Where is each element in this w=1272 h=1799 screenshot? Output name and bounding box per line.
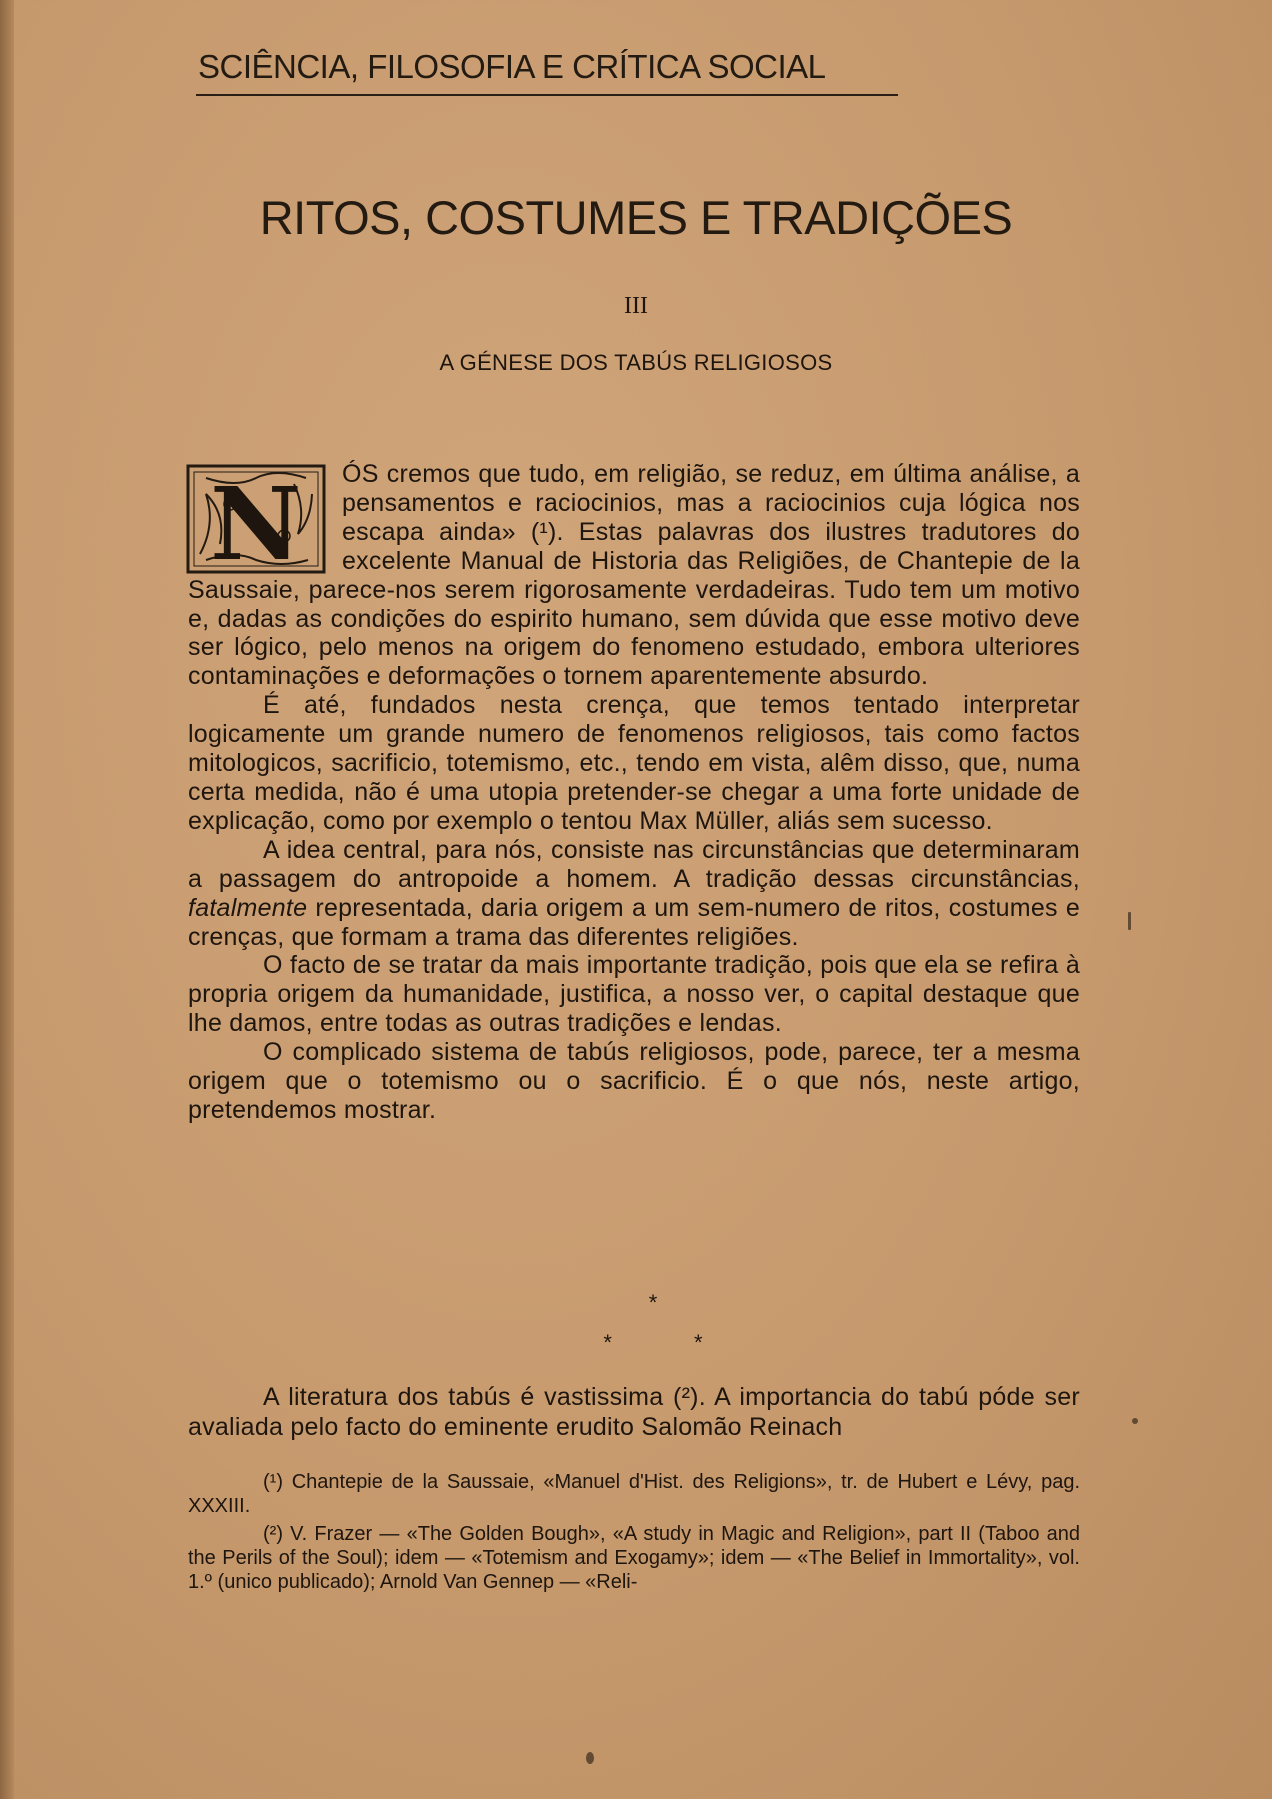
paragraph-1 xyxy=(188,460,1080,691)
page-binding-edge xyxy=(0,0,14,1799)
section-break-asterisk-top: * xyxy=(648,1290,696,1315)
paper-speck xyxy=(586,1752,594,1764)
italic-emphasis: fatalmente xyxy=(188,893,308,922)
paragraph-4: O facto de se tratar da mais importante tradição, pois que ela se refira à propria origem da humanidade, justifica, a nosso ver, o capital destaque que lhe damos, entre todas as outras tradições e lendas. xyxy=(188,951,1080,1038)
paper-speck xyxy=(1128,912,1131,930)
paragraph-3-end: representada, daria origem a um sem-numero de ritos, costumes e crenças, que formam a trama das diferentes religiões. xyxy=(188,893,1080,951)
running-header: SCIÊNCIA, FILOSOFIA E CRÍTICA SOCIAL xyxy=(198,48,826,85)
section-break-asterisks-bottom: * * xyxy=(603,1330,741,1355)
paragraph-3 xyxy=(188,836,1080,952)
paragraph-1-text: ÓS cremos que tudo, em religião, se reduz, em última análise, a pensamentos e raciocinios, mas a raciocinios cuja lógica nos escapa ainda» (¹). Estas palavras dos ilustres tradutores do excelente Manual de Historia das Religiões, de Chantepie de la Saussaie, parece-nos serem rigorosamente verdadeiras. Tudo tem um motivo e, dadas as condições do espirito humano, sem dúvida que esse motivo deve ser lógico, pelo menos na origem do fenomeno estudado, embora ulteriores contaminações e deformações o tornem aparentemente absurdo. xyxy=(188,460,1080,691)
section-subtitle: A GÉNESE DOS TABÚS RELIGIOSOS xyxy=(439,350,833,375)
paragraph-2: É até, fundados nesta crença, que temos tentado interpretar logicamente um grande numero de fenomenos religiosos, tais como factos mitologicos, sacrificio, totemismo, etc., tendo em vista, alêm disso, que, numa certa medida, não é uma utopia pretender-se chegar a uma forte unidade de explicação, como por exemplo o tentou Max Müller, aliás sem sucesso. xyxy=(188,691,1080,835)
literature-paragraph: A literatura dos tabús é vastissima (²). A importancia do tabú póde ser avaliada pelo facto do eminente erudito Salomão Reinach xyxy=(188,1383,1080,1441)
literature-paragraph-block xyxy=(188,1382,1080,1442)
paragraph-5: O complicado sistema de tabús religiosos, pode, parece, ter a mesma origem que o totemismo ou o sacrificio. É o que nós, neste artigo, pretendemos mostrar. xyxy=(188,1038,1080,1124)
article-body xyxy=(188,460,1080,1125)
decorated-initial-n-icon xyxy=(186,464,326,574)
footnotes xyxy=(188,1470,1080,1598)
paper-speck xyxy=(1132,1418,1138,1424)
svg-text:N: N xyxy=(210,465,302,574)
part-number: III xyxy=(624,293,648,319)
article-title: RITOS, COSTUMES E TRADIÇÕES xyxy=(259,191,1013,244)
footnote-2: (²) V. Frazer — «The Golden Bough», «A study in Magic and Religion», part II (Taboo and the Perils of the Soul); idem — «Totemism and Exogamy»; idem — «The Belief in Immortality», vol. 1.º (unico publicado); Arnold Van Gennep — «Reli- xyxy=(188,1523,1080,1593)
paragraph-3-start: A idea central, para nós, consiste nas circunstâncias que determinaram a passagem do antropoide a homem. A tradição dessas circunstâncias, xyxy=(188,835,1080,893)
footnote-1: (¹) Chantepie de la Saussaie, «Manuel d'Hist. des Religions», tr. de Hubert e Lévy, pag. XXXIII. xyxy=(188,1471,1080,1517)
header-rule xyxy=(196,94,898,96)
